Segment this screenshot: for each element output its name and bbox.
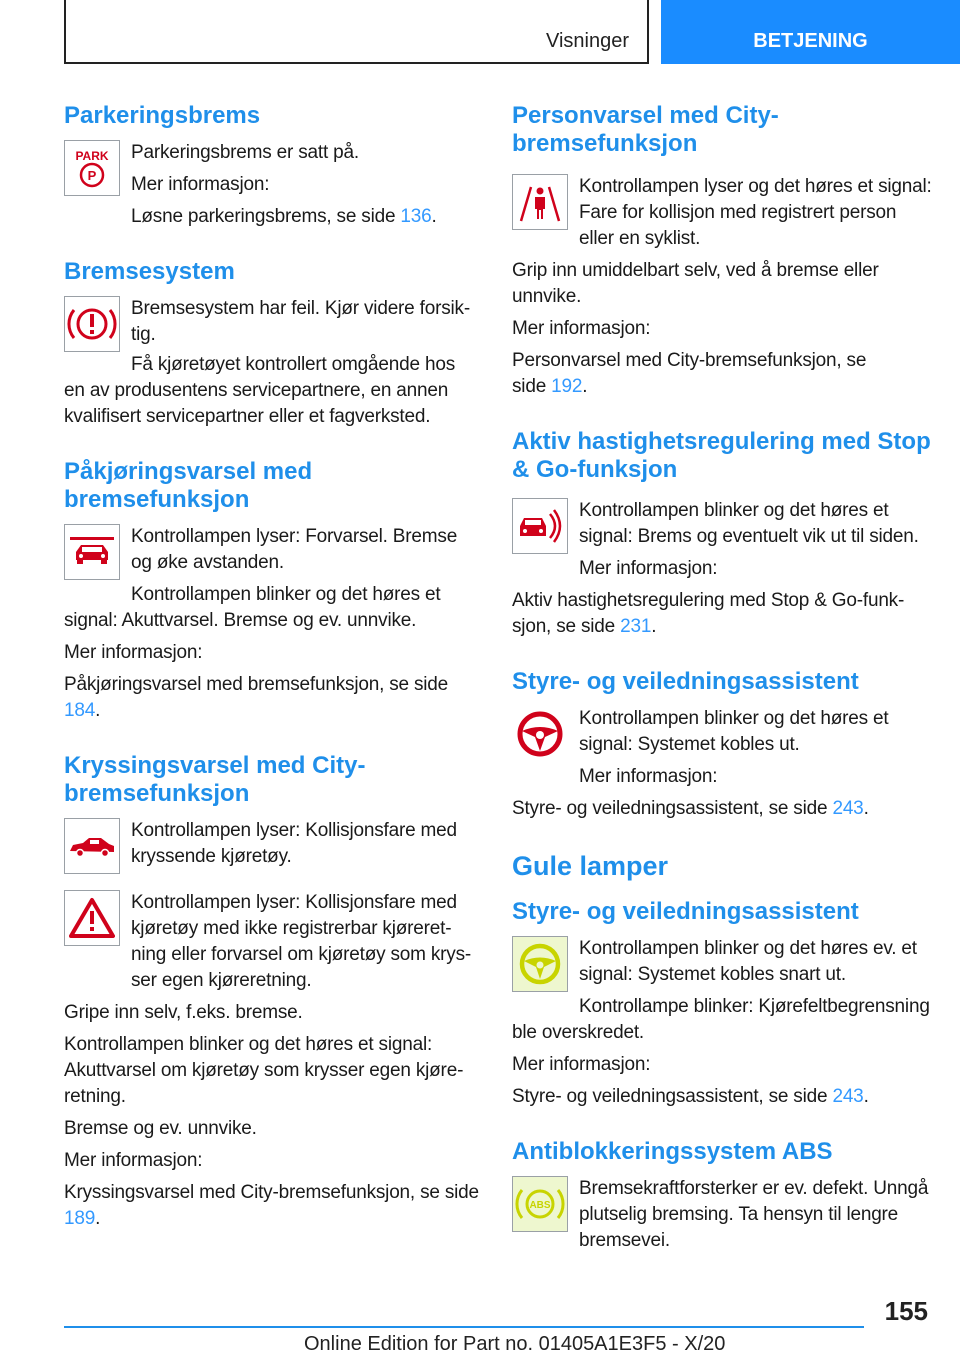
paragraph: Gripe inn selv, f.eks. bremse. [64,1002,303,1023]
paragraph: Kontrollampen lyser og det høres et signal: Fare for kollisjon med registrert person eller en syklist. [579,176,932,249]
svg-text:ABS: ABS [529,1200,551,1211]
paragraph: Mer informasjon: [64,1150,203,1171]
page-number: 155 [884,1296,928,1326]
paragraph: Mer informasjon: [64,642,203,663]
lamp-row [64,140,479,230]
section-title: Kryssingsvarsel med City-bremsefunksjon [64,752,366,807]
text: . [95,1208,101,1229]
paragraph: Bremse og ev. unnvike. [64,1118,257,1139]
section-title: Styre- og veiledningsassistent [512,898,859,925]
left-column [64,102,479,1260]
text: Løsne parkeringsbrems, se side [131,206,401,227]
paragraph: Parkeringsbrems er satt på. [131,142,359,163]
section-title: Styre- og veiledningsassistent [512,668,859,695]
page-link[interactable]: 189 [64,1208,96,1229]
paragraph-with-link [512,796,932,822]
svg-text:PARK: PARK [75,149,109,163]
page-link[interactable]: 243 [832,1086,864,1107]
section-brake-system [64,258,479,430]
text: . [863,798,869,819]
paragraph: Mer informasjon: [579,558,718,579]
yellow-lamps-heading: Gule lamper [512,851,669,881]
paragraph: Kontrollampen lyser: Kollisjonsfare med kjøretøy med ikke registrerbar kjøreretning eller forvarsel om kjøretøy som krysser egen kjøreretning. [131,892,472,991]
page-link[interactable]: 243 [832,798,864,819]
section-adaptive-cruise [512,428,932,640]
text: Personvarsel med City-bremsefunksjon, se side [512,350,867,397]
park-brake-icon [64,140,120,196]
lamp-row [512,1176,932,1254]
paragraph-with-link [512,348,892,400]
section-abs [512,1138,932,1254]
page-link[interactable]: 192 [551,376,583,397]
svg-text:P: P [87,168,97,183]
pedestrian-warning-icon [512,174,568,230]
right-column [512,102,932,1282]
header-chapter-label: BETJENING [753,29,868,52]
paragraph: Mer informasjon: [131,174,270,195]
footer-edition-text: Online Edition for Part no. 01405A1E3F5 - X/20 [304,1333,726,1355]
paragraph: Mer informasjon: [512,1054,651,1075]
car-side-icon [64,818,120,874]
acc-warning-icon [512,498,568,554]
header-chapter-tab[interactable] [661,0,960,64]
section-title: Parkeringsbrems [64,102,261,129]
paragraph: Kontrollampen blinker og det høres ev. et signal: Systemet kobles snart ut. [579,938,917,985]
lamp-row [64,818,479,874]
section-crossing-warning [64,752,479,1232]
paragraph: Bremsekraftforsterker er ev. defekt. Unngå plutselig bremsing. Ta hensyn til lengre bremsevei. [579,1178,929,1251]
paragraph-with-link [512,588,932,640]
footer-divider [64,1326,864,1328]
text: Påkjøringsvarsel med bremsefunksjon, se side [64,674,449,695]
text: . [431,206,437,227]
paragraph: Grip inn umiddelbart selv, ved å bremse eller unnvike. [512,260,879,307]
lamp-row [512,936,932,992]
section-pedestrian-warning [512,102,932,400]
abs-icon [512,1176,568,1232]
section-title: Påkjøringsvarsel med bremsefunksjon [64,458,313,513]
page-link[interactable]: 184 [64,700,96,721]
text: Kryssingsvarsel med City-bremsefunksjon, se side [64,1182,479,1203]
lamp-row [64,890,479,994]
paragraph: Kontrollampen lyser: Forvarsel. Bremse og øke avstanden. [131,526,458,573]
section-collision-warning [64,458,479,724]
section-steering-assistant-red [512,668,932,822]
paragraph: Mer informasjon: [579,766,718,787]
steering-wheel-yellow-icon [512,936,568,992]
section-steering-assistant-yellow [512,898,932,1110]
paragraph: Kontrollampen blinker og det høres et signal: Brems og eventuelt vik ut til siden. [579,500,919,547]
text: Styre- og veiledningsassistent, se side [512,798,833,819]
section-title: Aktiv hastighetsregulering med Stop & Go-funksjon [512,428,931,483]
paragraph: Få kjøretøyet kontrollert omgående hos en av produsentens servicepartnere, en annen kvalifisert servicepartner eller et fagverksted. [64,354,455,427]
text: . [95,700,101,721]
warning-triangle-icon [64,890,120,946]
section-title: Antiblokkeringssystem ABS [512,1138,833,1165]
text: Styre- og veiledningsassistent, se side [512,1086,833,1107]
brake-warning-icon [64,296,120,352]
paragraph-with-link [512,1084,932,1110]
section-parking-brake [64,102,479,230]
lamp-row [64,296,479,352]
paragraph: Kontrollampen blinker og det høres et signal: Akuttvarsel om kjøretøy som krysser egen kjøreretning. [64,1034,464,1107]
car-front-warning-icon [64,524,120,580]
paragraph: Kontrollampe blinker: Kjørefeltbegrensning ble overskredet. [512,996,930,1043]
paragraph-with-link [131,204,479,230]
text: . [863,1086,869,1107]
lamp-row [512,174,932,252]
text: . [582,376,588,397]
steering-wheel-icon [512,706,568,762]
text: . [651,616,657,637]
page-link[interactable]: 136 [400,206,432,227]
section-title: Bremsesystem [64,258,235,285]
paragraph: Kontrollampen blinker og det høres et signal: Systemet kobles ut. [579,708,889,755]
lamp-row [512,706,932,790]
header-section-title: Visninger [545,30,629,52]
lamp-row [512,498,932,582]
paragraph-with-link [64,1180,479,1232]
paragraph: Mer informasjon: [512,318,651,339]
paragraph-with-link [64,672,479,724]
page-link[interactable]: 231 [620,616,652,637]
paragraph: Bremsesystem har feil. Kjør videre forsiktig. [131,298,471,345]
paragraph: Kontrollampen blinker og det høres et signal: Akuttvarsel. Bremse og ev. unnvike. [64,584,441,631]
text: Aktiv hastighetsregulering med Stop & Go-funksjon, se side [512,590,905,637]
section-title: Personvarsel med City-bremsefunksjon [512,102,779,157]
header-frame [64,0,649,64]
paragraph: Kontrollampen lyser: Kollisjonsfare med kryssende kjøretøy. [131,820,457,867]
lamp-row [64,524,479,580]
